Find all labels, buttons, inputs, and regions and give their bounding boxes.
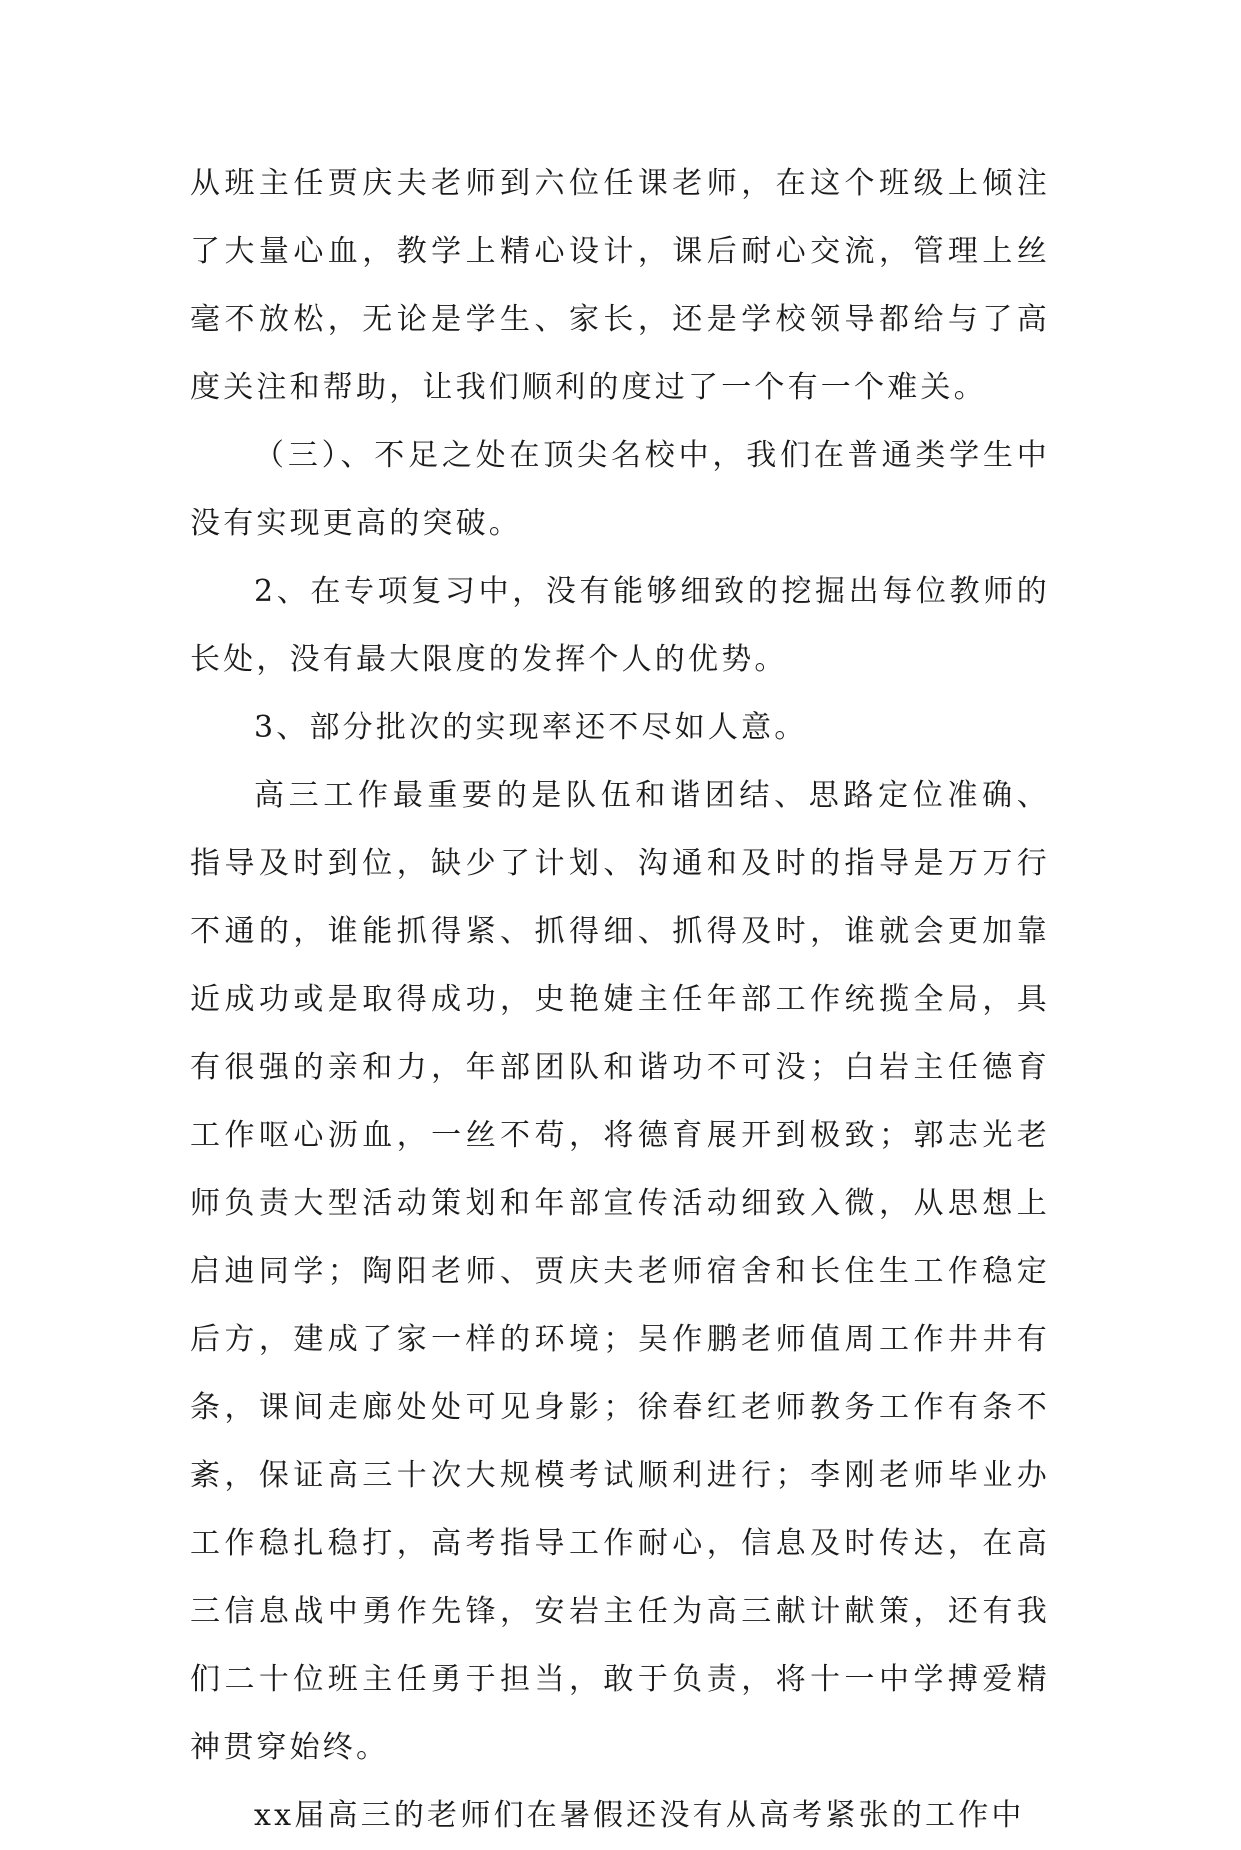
paragraph-team-work: 高三工作最重要的是队伍和谐团结、思路定位准确、指导及时到位，缺少了计划、沟通和及时的指导是万万行不通的，谁能抓得紧、抓得细、抓得及时，谁就会更加靠近成功或是取得成功，史艳婕主任年部工作统揽全局，具有很强的亲和力，年部团队和谐功不可没；白岩主任德育工作呕心沥血，一丝不苟，将德育展开到极致；郭志光老师负责大型活动策划和年部宣传活动细致入微，从思想上启迪同学；陶阳老师、贾庆夫老师宿舍和长住生工作稳定后方，建成了家一样的环境；吴作鹏老师值周工作井井有条，课间走廊处处可见身影；徐春红老师教务工作有条不紊，保证高三十次大规模考试顺利进行；李刚老师毕业办工作稳扎稳打，高考指导工作耐心，信息及时传达，在高三信息战中勇作先锋，安岩主任为高三献计献策，还有我们二十位班主任勇于担当，敢于负责，将十一中学搏爱精神贯穿始终。 bbox=[190, 778, 1050, 1765]
paragraph-shortcoming-3: 3、部分批次的实现率还不尽如人意。 bbox=[254, 710, 808, 745]
paragraph-shortcoming-2: 2、在专项复习中，没有能够细致的挖掘出每位教师的长处，没有最大限度的发挥个人的优势。 bbox=[190, 574, 1050, 677]
paragraph-summer: xx届高三的老师们在暑假还没有从高考紧张的工作中 bbox=[254, 1798, 1025, 1833]
paragraph-shortcomings-heading: （三）、不足之处在顶尖名校中，我们在普通类学生中没有实现更高的突破。 bbox=[190, 438, 1050, 541]
document-body bbox=[190, 150, 1050, 1850]
paragraph-teacher-efforts: 从班主任贾庆夫老师到六位任课老师，在这个班级上倾注了大量心血，教学上精心设计，课后耐心交流，管理上丝毫不放松，无论是学生、家长，还是学校领导都给与了高度关注和帮助，让我们顺利的度过了一个有一个难关。 bbox=[190, 166, 1050, 405]
